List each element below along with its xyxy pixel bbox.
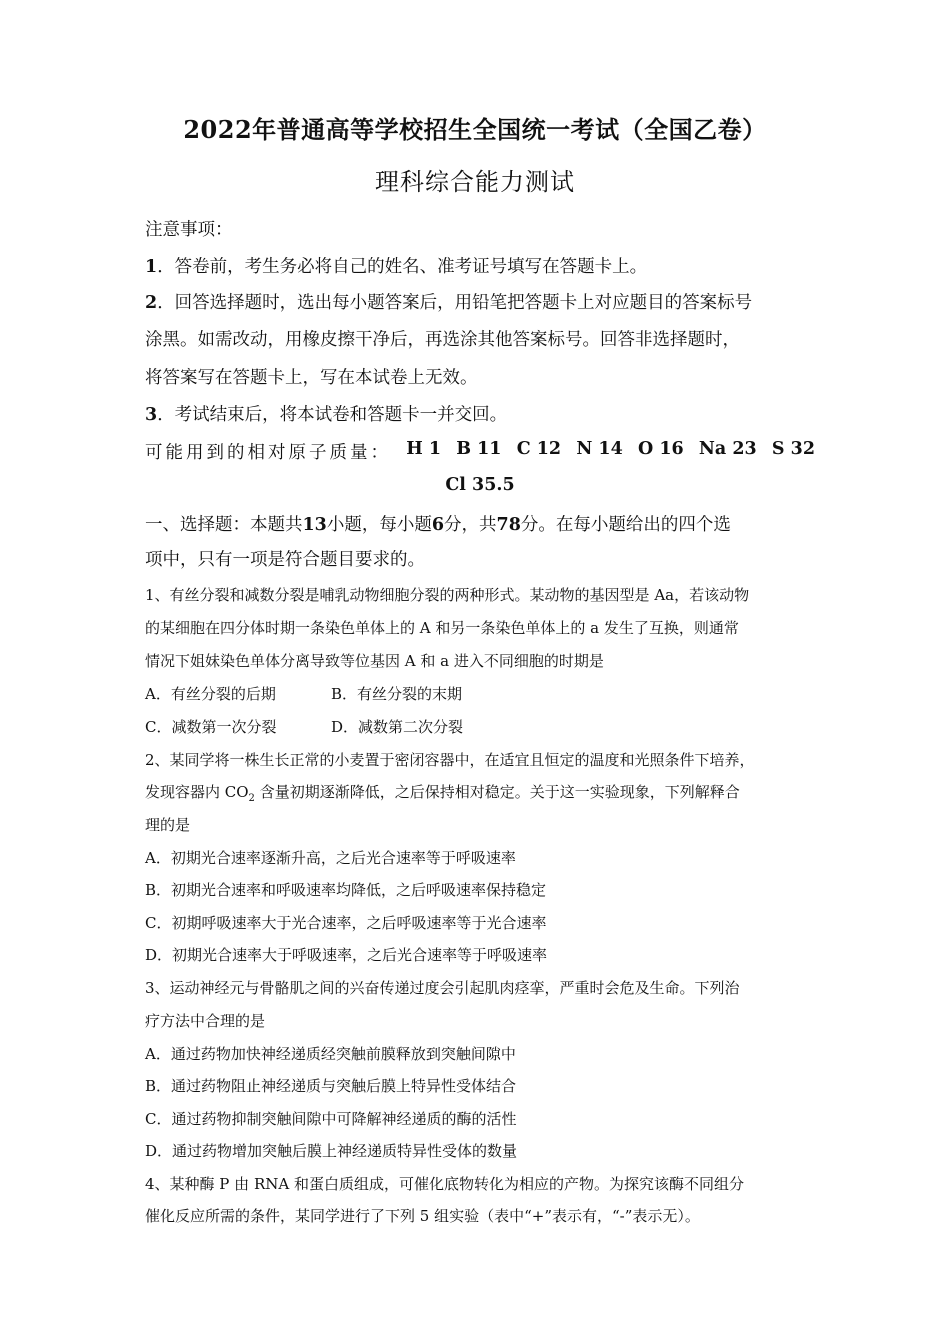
option-b: B．初期光合速率和呼吸速率均降低，之后呼吸速率保持稳定 — [145, 881, 547, 899]
points-total: 78 — [496, 515, 521, 535]
question-4-line-1: 4、某种酶 P 由 RNA 和蛋白质组成，可催化底物转化为相应的产物。为探究该酶不同组分 — [145, 1175, 744, 1193]
notice-item-text: ．回答选择题时，选出每小题答案后，用铅笔把答题卡上对应题目的答案标号 — [157, 293, 753, 313]
option-d: D．减数第二次分裂 — [331, 718, 464, 736]
section-text: 一、选择题：本题共 — [145, 515, 303, 535]
question-1-options-row-2 — [145, 716, 815, 737]
question-3-line-2: 疗方法中合理的是 — [145, 1012, 266, 1030]
exam-title: 2022年普通高等学校招生全国统一考试（全国乙卷） — [183, 115, 767, 144]
notice-item-1 — [145, 253, 815, 278]
atomic-mass-line — [145, 439, 815, 464]
section-text: 分，共 — [444, 515, 497, 535]
atomic-mass-o: O 16 — [637, 439, 684, 459]
option-c: C．减数第一次分裂 — [145, 718, 277, 736]
question-text: 含量初期逐渐降低，之后保持相对稳定。关于这一实验现象，下列解释合 — [254, 783, 740, 801]
option-b: B．有丝分裂的末期 — [331, 685, 463, 703]
notice-item-3 — [145, 401, 815, 426]
option-a: A．初期光合速率逐渐升高，之后光合速率等于呼吸速率 — [145, 849, 516, 867]
atomic-mass-h: H 1 — [406, 439, 442, 459]
atomic-mass-label: 可能用到的相对原子质量： — [145, 443, 391, 463]
exam-subtitle: 理科综合能力测试 — [375, 168, 575, 196]
option-d: D．通过药物增加突触后膜上神经递质特异性受体的数量 — [145, 1142, 518, 1160]
atomic-mass-na: Na 23 — [698, 439, 757, 459]
question-1-options-row-1 — [145, 683, 815, 704]
option-a: A．有丝分裂的后期 — [145, 685, 276, 703]
atomic-mass-n: N 14 — [576, 439, 623, 459]
notice-item-2 — [145, 289, 815, 314]
notice-item-number: 2 — [145, 293, 158, 313]
section-heading — [145, 511, 815, 536]
question-text: 发现容器内 CO — [145, 783, 249, 801]
option-d: D．初期光合速率大于呼吸速率，之后光合速率等于呼吸速率 — [145, 946, 548, 964]
question-1-line-1: 1、有丝分裂和减数分裂是哺乳动物细胞分裂的两种形式。某动物的基因型是 Aa，若该动物 — [145, 586, 750, 604]
notice-item-text: ．考试结束后，将本试卷和答题卡一并交回。 — [157, 405, 508, 425]
notice-item-2-line-3: 将答案写在答题卡上，写在本试卷上无效。 — [145, 368, 478, 388]
notice-heading: 注意事项： — [145, 220, 233, 240]
subscript: 2 — [248, 793, 255, 804]
question-4-line-2: 催化反应所需的条件，某同学进行了下列 5 组实验（表中“+”表示有，“-”表示无）。 — [145, 1207, 700, 1225]
question-1-line-2: 的某细胞在四分体时期一条染色单体上的 A 和另一条染色单体上的 a 发生了互换，则通常 — [145, 619, 739, 637]
section-heading-line-2: 项中，只有一项是符合题目要求的。 — [145, 550, 425, 570]
atomic-mass-cl: Cl 35.5 — [445, 475, 515, 495]
section-text: 分。在每小题给出的四个选 — [520, 515, 731, 535]
notice-item-2-line-2: 涂黑。如需改动，用橡皮擦干净后，再选涂其他答案标号。回答非选择题时， — [145, 330, 740, 350]
question-2-line-1: 2、某同学将一株生长正常的小麦置于密闭容器中，在适宜且恒定的温度和光照条件下培养， — [145, 751, 755, 769]
option-b: B．通过药物阻止神经递质与突触后膜上特异性受体结合 — [145, 1077, 517, 1095]
question-2-line-3: 理的是 — [145, 816, 191, 834]
atomic-mass-s: S 32 — [771, 439, 815, 459]
notice-item-number: 3 — [145, 405, 158, 425]
atomic-mass-c: C 12 — [516, 439, 562, 459]
question-1-line-3: 情况下姐妹染色单体分离导致等位基因 A 和 a 进入不同细胞的时期是 — [145, 652, 604, 670]
question-count: 13 — [302, 515, 327, 535]
option-c: C．通过药物抑制突触间隙中可降解神经递质的酶的活性 — [145, 1110, 517, 1128]
question-3-line-1: 3、运动神经元与骨骼肌之间的兴奋传递过度会引起肌肉痉挛，严重时会危及生命。下列治 — [145, 979, 740, 997]
notice-item-number: 1 — [145, 257, 158, 277]
section-text: 小题，每小题 — [326, 515, 432, 535]
option-c: C．初期呼吸速率大于光合速率，之后呼吸速率等于光合速率 — [145, 914, 547, 932]
option-a: A．通过药物加快神经递质经突触前膜释放到突触间隙中 — [145, 1045, 516, 1063]
atomic-mass-b: B 11 — [456, 439, 502, 459]
points-each: 6 — [431, 515, 445, 535]
question-2-line-2 — [145, 781, 815, 804]
notice-item-text: ．答卷前，考生务必将自己的姓名、准考证号填写在答题卡上。 — [157, 257, 648, 277]
